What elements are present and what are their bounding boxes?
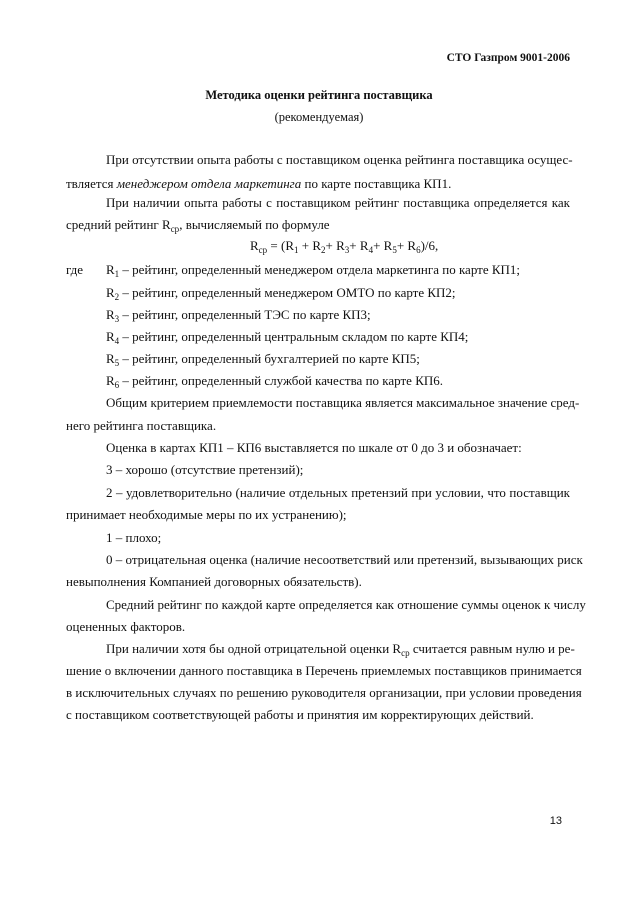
formula-end: )/6,	[420, 238, 439, 253]
para2-line2	[66, 217, 570, 233]
formula-plus-4: + R	[373, 238, 393, 253]
def-symbol: R	[106, 329, 115, 344]
formula-sub-6: 6	[416, 245, 421, 255]
def-symbol: R	[106, 307, 115, 322]
def-text: – рейтинг, определенный центральным складом по карте КП4;	[119, 329, 469, 344]
def-sub: 5	[114, 358, 120, 368]
formula-plus-2: + R	[325, 238, 345, 253]
definition-r5	[106, 351, 420, 367]
def-text: – рейтинг, определенный менеджером отдела маркетинга по карте КП1;	[119, 262, 521, 277]
standard-header: СТО Газпром 9001-2006	[446, 52, 570, 64]
para2-sub: ср	[170, 224, 180, 234]
definition-r1	[106, 262, 520, 278]
def-symbol: R	[106, 285, 115, 300]
page-subtitle: (рекомендуемая)	[274, 110, 364, 124]
para2-text-end: , вычисляемый по формуле	[179, 217, 330, 232]
definition-r2	[106, 285, 456, 301]
para3-line1: Общим критерием приемлемости поставщика является максимальное значение сред-	[106, 395, 580, 410]
para6-line1	[66, 641, 575, 658]
para3-line2: него рейтинга поставщика.	[66, 418, 217, 433]
scale-2-line1: 2 – удовлетворительно (наличие отдельных претензий при условии, что поставщик	[106, 485, 570, 500]
para1-line2	[66, 176, 570, 192]
para5-line2: оцененных факторов.	[66, 619, 186, 634]
formula-lhs: R	[250, 238, 259, 253]
para1-emphasis: менеджером отдела маркетинга	[116, 176, 302, 191]
def-symbol: R	[106, 262, 115, 277]
formula-eq: = (R	[267, 238, 295, 253]
para6-line4: с поставщиком соответствующей работы и принятия им корректирующих действий.	[66, 707, 534, 722]
formula-sub-1: 1	[294, 245, 299, 255]
para1-text: твляется	[66, 176, 117, 191]
formula-sub-3: 3	[344, 245, 350, 255]
def-sub: 6	[114, 380, 120, 390]
def-text: – рейтинг, определенный ТЭС по карте КП3;	[119, 307, 371, 322]
def-text: – рейтинг, определенный бухгалтерией по карте КП5;	[119, 351, 420, 366]
para2-line1: При наличии опыта работы с поставщиком рейтинг поставщика определяется как	[106, 195, 570, 210]
para5-line1: Средний рейтинг по каждой карте определяется как отношение суммы оценок к числу	[106, 597, 586, 612]
para6-line2: шение о включении данного поставщика в Перечень приемлемых поставщиков принимается	[66, 663, 582, 678]
para4-line: Оценка в картах КП1 – КП6 выставляется по шкале от 0 до 3 и обозначает:	[106, 440, 522, 455]
def-text: – рейтинг, определенный службой качества по карте КП6.	[119, 373, 444, 388]
formula-plus-1: + R	[298, 238, 322, 253]
para6-text-end: считается равным нулю и ре-	[409, 641, 575, 656]
scale-0-line2: невыполнения Компанией договорных обязательств).	[66, 574, 362, 589]
def-symbol: R	[106, 351, 115, 366]
para2-text: средний рейтинг R	[66, 217, 171, 232]
para6-text: При наличии хотя бы одной отрицательной оценки R	[106, 641, 402, 656]
para1-line1: При отсутствии опыта работы с поставщиком оценка рейтинга поставщика осущес-	[106, 152, 573, 167]
formula-plus-3: + R	[349, 238, 369, 253]
def-sub: 1	[114, 269, 120, 279]
rating-formula	[250, 238, 438, 254]
para1-text-end: по карте поставщика КП1.	[301, 176, 452, 191]
para6-line3: в исключительных случаях по решению руководителя организации, при условии проведения	[66, 685, 582, 700]
scale-1: 1 – плохо;	[106, 530, 162, 545]
def-sub: 4	[114, 336, 120, 346]
scale-3: 3 – хорошо (отсутствие претензий);	[106, 462, 304, 477]
scale-2-line2: принимает необходимые меры по их устранению);	[66, 507, 347, 522]
definition-r3	[106, 307, 371, 323]
def-text: – рейтинг, определенный менеджером ОМТО по карте КП2;	[119, 285, 456, 300]
formula-sub-4: 4	[368, 245, 374, 255]
def-sub: 3	[114, 314, 120, 324]
page-title: Методика оценки рейтинга поставщика	[205, 88, 433, 102]
para6-sub: ср	[401, 648, 410, 658]
formula-sub-2: 2	[321, 245, 326, 255]
where-label: где	[66, 262, 84, 277]
scale-0-line1: 0 – отрицательная оценка (наличие несоответствий или претензий, вызывающих риск	[106, 552, 583, 567]
def-symbol: R	[106, 373, 115, 388]
definition-r4	[106, 329, 468, 345]
formula-sub-5: 5	[392, 245, 397, 255]
def-sub: 2	[114, 292, 120, 302]
page-number: 13	[549, 815, 562, 827]
formula-plus-5: + R	[396, 238, 417, 253]
formula-lhs-sub: ср	[258, 245, 268, 255]
definition-r6	[106, 373, 443, 389]
